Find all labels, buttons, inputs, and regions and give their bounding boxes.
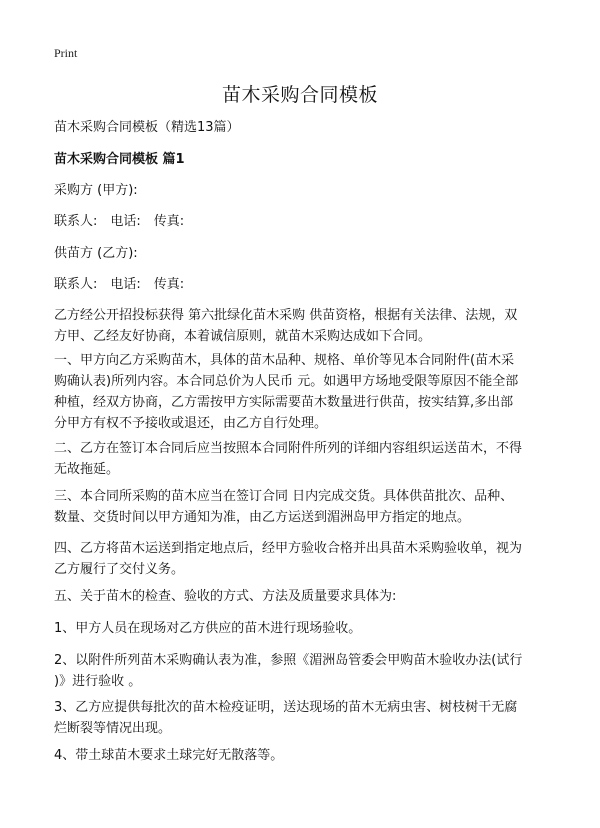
paragraph-clause-4 — [54, 538, 554, 580]
paragraph-line: 乙方经公开招投标获得 第六批绿化苗木采购 供苗资格，根据有关法律、法规，双 — [54, 308, 518, 323]
paragraph-line: 1、甲方人员在现场对乙方供应的苗木进行现场验收。 — [54, 621, 362, 636]
supplier-line: 供苗方 (乙方): — [54, 246, 138, 261]
paragraph-line: 五、关于苗木的检查、验收的方式、方法及质量要求具体为: — [54, 589, 397, 604]
paragraph-line: 一、甲方向乙方采购苗木，具体的苗木品种、规格、单价等见本合同附件(苗木采 — [54, 353, 515, 368]
paragraph-item-4 — [54, 745, 554, 766]
paragraph-line: 4、带土球苗木要求土球完好无散落等。 — [54, 748, 284, 763]
paragraph-clause-1 — [54, 350, 554, 434]
paragraph-line: 方甲、乙经友好协商，本着诚信原则，就苗木采购达成如下合同。 — [54, 329, 432, 344]
paragraph-line: 乙方履行了交付义务。 — [54, 562, 185, 577]
supplier-contact-line: 联系人: 电话: 传真: — [54, 277, 185, 292]
paragraph-clause-3 — [54, 486, 554, 528]
paragraph-line: 三、本合同所采购的苗木应当在签订合同 日内完成交货。具体供苗批次、品种、 — [54, 489, 514, 504]
buyer-contact-line: 联系人: 电话: 传真: — [54, 214, 185, 229]
document-subtitle: 苗木采购合同模板（精选13篇） — [54, 120, 240, 135]
paragraph-item-2 — [54, 650, 554, 692]
paragraph-clause-5 — [54, 586, 554, 607]
paragraph-line: 四、乙方将苗木运送到指定地点后，经甲方验收合格并出具苗木采购验收单，视为 — [54, 541, 523, 556]
section-heading: 苗木采购合同模板 篇1 — [54, 152, 185, 167]
paragraph-line: 无故拖延。 — [54, 462, 120, 477]
paragraph-line: 购确认表)所列内容。本合同总价为人民币 元。如遇甲方场地受限等原因不能全部 — [54, 374, 519, 389]
paragraph-line: 分甲方有权不予接收或退还，由乙方自行处理。 — [54, 416, 328, 431]
paragraph-line: 烂断裂等情况出现。 — [54, 721, 172, 736]
paragraph-line: 3、乙方应提供每批次的苗木检疫证明，送达现场的苗木无病虫害、树枝树干无腐 — [54, 700, 518, 715]
paragraph-line: 2、以附件所列苗木采购确认表为准，参照《湄洲岛管委会甲购苗木验收办法(试行 — [54, 653, 523, 668]
paragraph-intro — [54, 305, 554, 347]
paragraph-line: 种植，经双方协商，乙方需按甲方实际需要苗木数量进行供苗，按实结算,多出部 — [54, 395, 514, 410]
paragraph-line: 数量、交货时间以甲方通知为准，由乙方运送到湄洲岛甲方指定的地点。 — [54, 510, 471, 525]
page-title: 苗木采购合同模板 — [221, 84, 378, 106]
paragraph-item-3 — [54, 697, 554, 739]
paragraph-item-1 — [54, 618, 554, 639]
paragraph-line: 二、乙方在签订本合同后应当按照本合同附件所列的详细内容组织运送苗木，不得 — [54, 441, 523, 456]
print-link[interactable]: Print — [54, 46, 78, 60]
paragraph-clause-2 — [54, 438, 554, 480]
buyer-line: 采购方 (甲方): — [54, 183, 138, 198]
paragraph-line: )》进行验收 。 — [54, 674, 142, 689]
